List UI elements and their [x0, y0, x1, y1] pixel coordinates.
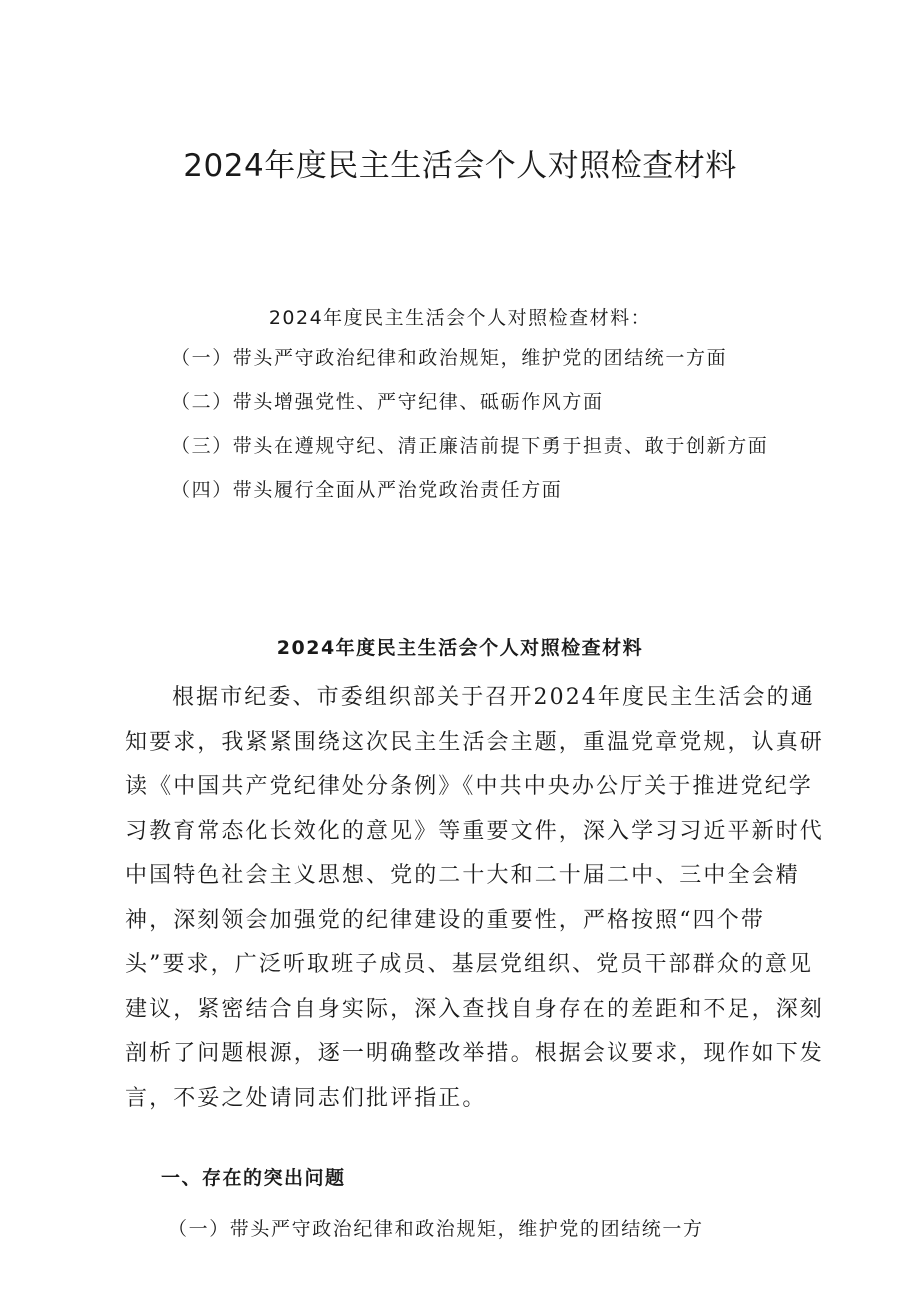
sub-heading: （一）带头严守政治纪律和政治规矩，维护党的团结统一方 [168, 1218, 704, 1240]
document-title: 2024年度民主生活会个人对照检查材料 [183, 148, 737, 184]
toc-item: （二）带头增强党性、严守纪律、砥砺作风方面 [171, 391, 604, 413]
toc-item: （三）带头在遵规守纪、清正廉洁前提下勇于担责、敢于创新方面 [171, 435, 769, 457]
toc-list [171, 347, 768, 523]
toc-item: （四）带头履行全面从严治党政治责任方面 [171, 479, 563, 501]
heading-problems: 一、存在的突出问题 [161, 1167, 346, 1189]
body-paragraph: 根据市纪委、市委组织部关于召开2024年度民主生活会的通知要求，我紧紧围绕这次民主生活会主题，重温党章党规，认真研读《中国共产党纪律处分条例》《中共中央办公厅关于推进党纪学习教育常态化长效化的意见》等重要文件，深入学习习近平新时代中国特色社会主义思想、党的二十大和二十届二中、三中全会精神，深刻领会加强党的纪律建设的重要性，严格按照“四个带头”要求，广泛听取班子成员、基层党组织、党员干部群众的意见建议，紧密结合自身实际，深入查找自身存在的差距和不足，深刻剖析了问题根源，逐一明确整改举措。根据会议要求，现作如下发言，不妥之处请同志们批评指正。 [125, 685, 824, 1111]
toc-heading: 2024年度民主生活会个人对照检查材料： [268, 307, 652, 329]
section-title: 2024年度民主生活会个人对照检查材料 [276, 637, 644, 659]
toc-item: （一）带头严守政治纪律和政治规矩，维护党的团结统一方面 [171, 347, 728, 369]
